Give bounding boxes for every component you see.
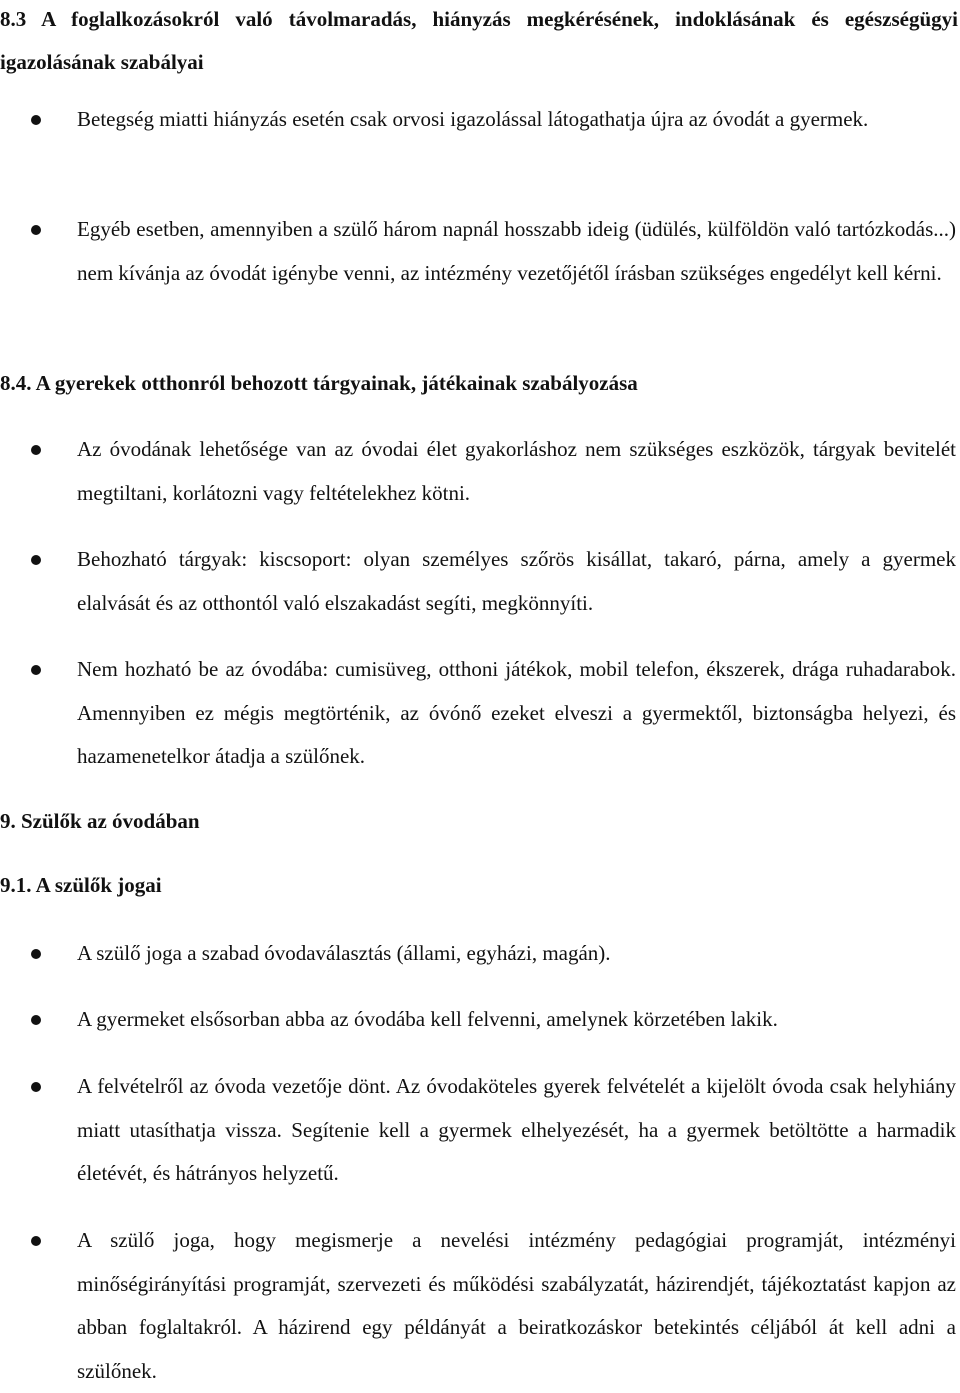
bullet-icon: [31, 665, 41, 675]
section-heading-8-4: 8.4. A gyerekek otthonról behozott tárgyainak, játékainak szabályozása: [0, 371, 638, 395]
bullet-icon: [31, 555, 41, 565]
bullet-icon: [31, 1236, 41, 1246]
list-item-text: Betegség miatti hiányzás esetén csak orvosi igazolással látogathatja újra az óvodát a gyermek.: [77, 107, 869, 131]
bullet-icon: [31, 949, 41, 959]
list-item-text: Egyéb esetben, amennyiben a szülő három napnál hosszabb ideig (üdülés, külföldön való tartózkodás...) nem kívánja az óvodát igénybe venni, az intézmény vezetőjétől írásban szükséges engedélyt kell kérni.: [77, 217, 956, 285]
bullet-icon: [31, 1082, 41, 1092]
bullet-icon: [31, 115, 41, 125]
section-heading-9-1: 9.1. A szülők jogai: [0, 873, 162, 897]
list-item-text: Az óvodának lehetősége van az óvodai élet gyakorláshoz nem szükséges eszközök, tárgyak bevitelét megtiltani, korlátozni vagy feltételekhez kötni.: [77, 437, 956, 505]
section-heading-8-3: 8.3 A foglalkozásokról való távolmaradás, hiányzás megkérésének, indoklásának és egészségügyi igazolásának szabályai: [0, 7, 958, 74]
bullet-icon: [31, 225, 41, 235]
list-item-text: A szülő joga, hogy megismerje a nevelési intézmény pedagógiai programját, intézményi minőségirányítási programját, szervezeti és működési szabályzatát, házirendjét, tájékoztatást kapjon az abban foglaltakról. A házirend egy példányát a beiratkozáskor betekintés céljából át kell adni a szülőnek.: [77, 1228, 956, 1383]
list-item-text: A szülő joga a szabad óvodaválasztás (állami, egyházi, magán).: [77, 941, 611, 965]
bullet-icon: [31, 1015, 41, 1025]
list-item-text: A gyermeket elsősorban abba az óvodába kell felvenni, amelynek körzetében lakik.: [77, 1007, 778, 1031]
bullet-icon: [31, 445, 41, 455]
list-item-text: Nem hozható be az óvodába: cumisüveg, otthoni játékok, mobil telefon, ékszerek, drága ruhadarabok. Amennyiben ez mégis megtörténik, az óvónő ezeket elveszi a gyermektől, biztonságba helyezi, és hazamenetelkor átadja a szülőnek.: [77, 657, 956, 768]
section-heading-9: 9. Szülők az óvodában: [0, 809, 200, 833]
list-item-text: A felvételről az óvoda vezetője dönt. Az óvodaköteles gyerek felvételét a kijelölt óvoda csak helyhiány miatt utasíthatja vissza. Segítenie kell a gyermek elhelyezését, ha a gyermek betöltötte a harmadik életévét, és hátrányos helyzetű.: [77, 1074, 956, 1185]
list-item-text: Behozható tárgyak: kiscsoport: olyan személyes szőrös kisállat, takaró, párna, amely a gyermek elalvását és az otthontól való elszakadást segíti, megkönnyíti.: [77, 547, 956, 615]
